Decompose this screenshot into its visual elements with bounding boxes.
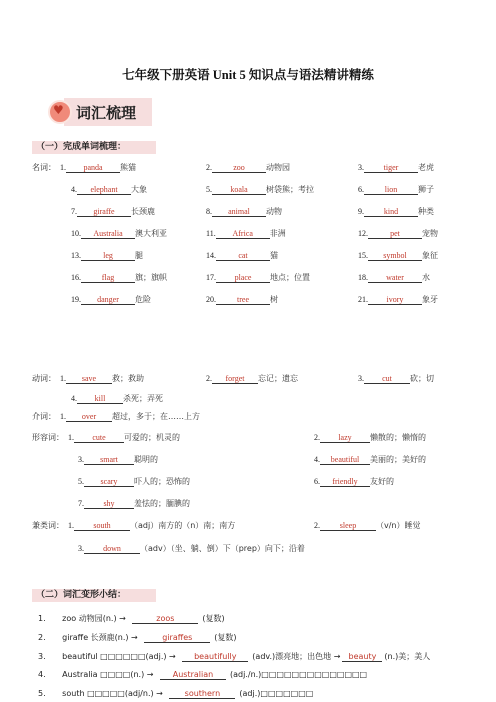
answer-blank[interactable]: beautiful — [320, 455, 370, 465]
item-number: 20. — [206, 295, 216, 304]
item-number: 5. — [206, 185, 212, 194]
answer-blank[interactable]: smart — [84, 455, 134, 465]
item-number: 3. — [78, 544, 84, 553]
answer-blank[interactable]: tree — [216, 295, 270, 305]
item-number: 1. — [68, 521, 74, 530]
item-number: 1. — [68, 433, 74, 442]
form-item — [38, 651, 430, 662]
answer-blank[interactable]: over — [66, 412, 112, 422]
form-suffix: (n.)美；美人 — [384, 652, 431, 661]
form-suffix: (adj.)□□□□□□□ — [239, 689, 314, 698]
form-item — [38, 613, 225, 624]
vocab-item — [206, 228, 286, 239]
item-meaning: 聪明的 — [134, 455, 158, 464]
item-number: 12. — [358, 229, 368, 238]
verbs-label: 动词： — [32, 374, 56, 383]
item-meaning: （adv）（坐、躺、倒）下（prep）向下；沿着 — [140, 544, 305, 553]
item-number: 2. — [314, 521, 320, 530]
adjs-label: 形容词： — [32, 433, 64, 442]
vocab-item — [206, 294, 278, 305]
item-meaning: 种类 — [418, 207, 434, 216]
item-meaning: 宠物 — [422, 229, 438, 238]
item-meaning: 旗；旗帜 — [135, 273, 167, 282]
item-number: 9. — [358, 207, 364, 216]
item-number: 16. — [71, 273, 81, 282]
form-answer-blank[interactable]: beautifully — [182, 652, 248, 662]
form-suffix: (adj./n.)□□□□□□□□□□□□□□ — [230, 670, 368, 679]
vocab-item — [206, 184, 314, 195]
vocab-item — [358, 228, 438, 239]
item-meaning: 长颈鹿 — [131, 207, 155, 216]
answer-blank[interactable]: symbol — [368, 251, 422, 261]
item-meaning: 象征 — [422, 251, 438, 260]
answer-blank[interactable]: south — [74, 521, 130, 531]
vocab-item — [314, 476, 394, 487]
vocab-item — [206, 373, 298, 384]
item-number: 13. — [71, 251, 81, 260]
item-meaning: 非洲 — [269, 229, 286, 238]
item-meaning: （adj）南方的（n）南；南方 — [130, 521, 236, 530]
answer-blank[interactable]: Africa — [216, 229, 270, 239]
item-number: 2. — [206, 374, 212, 383]
item-meaning: 象牙 — [422, 295, 438, 304]
item-number: 3. — [78, 455, 84, 464]
answer-blank[interactable]: cute — [74, 433, 124, 443]
vocab-item — [314, 432, 426, 443]
answer-blank[interactable]: elephant — [77, 185, 131, 195]
vocab-item — [68, 432, 180, 443]
item-number: 4. — [71, 394, 77, 403]
item-number: 19. — [71, 295, 81, 304]
answer-blank[interactable]: flag — [81, 273, 135, 283]
answer-blank[interactable]: Australia — [81, 229, 135, 239]
item-meaning: 熊猫 — [120, 163, 136, 172]
multi-label: 兼类词： — [32, 521, 64, 530]
form-number: 2. — [38, 633, 46, 642]
vocab-item — [358, 373, 434, 384]
form-number: 5. — [38, 689, 46, 698]
form-prefix: giraffe 长颈鹿(n.) → — [59, 633, 141, 642]
answer-blank[interactable]: pet — [368, 229, 422, 239]
vocab-item — [68, 520, 235, 531]
badge-label: 词汇梳理 — [76, 104, 137, 122]
item-meaning: 可爱的；机灵的 — [124, 433, 180, 442]
answer-blank[interactable]: kill — [77, 394, 123, 404]
item-meaning: 澳大利亚 — [135, 229, 167, 238]
item-meaning: （v/n）睡觉 — [376, 521, 421, 530]
form-item — [38, 632, 237, 643]
vocab-item — [206, 206, 282, 217]
item-number: 6. — [314, 477, 320, 486]
item-meaning: 树 — [270, 295, 278, 304]
form-number: 1. — [38, 614, 46, 623]
section-badge — [48, 98, 152, 126]
section2-heading: （二）词汇变形小结： — [32, 589, 156, 602]
answer-blank[interactable]: animal — [212, 207, 266, 217]
item-meaning: 大象 — [131, 185, 147, 194]
item-meaning: 老虎 — [418, 163, 434, 172]
form-answer-blank[interactable]: giraffes — [144, 633, 210, 643]
form-number: 4. — [38, 670, 46, 679]
item-meaning: 羞怯的；腼腆的 — [134, 499, 190, 508]
item-meaning: 懒散的；懒惰的 — [370, 433, 426, 442]
item-meaning: 树袋熊；考拉 — [266, 185, 314, 194]
vocab-item — [71, 294, 151, 305]
item-meaning: 地点；位置 — [270, 273, 310, 282]
item-number: 1. — [60, 163, 66, 172]
answer-blank[interactable]: cat — [216, 251, 270, 261]
item-number: 3. — [358, 374, 364, 383]
item-meaning: 吓人的；恐怖的 — [134, 477, 190, 486]
form-number: 3. — [38, 652, 46, 661]
vocab-item — [206, 272, 310, 283]
answer-blank[interactable]: lazy — [320, 433, 370, 443]
vocab-item — [78, 498, 190, 509]
item-meaning: 超过，多于；在……上方 — [112, 412, 200, 421]
item-meaning: 水 — [422, 273, 430, 282]
item-number: 4. — [71, 185, 77, 194]
item-number: 1. — [60, 374, 66, 383]
item-number: 17. — [206, 273, 216, 282]
vocab-item — [206, 250, 278, 261]
vocab-item — [71, 206, 155, 217]
form-prefix: south □□□□□(adj/n.) → — [59, 689, 166, 698]
form-suffix: (复数) — [202, 614, 225, 623]
item-number: 11. — [206, 229, 216, 238]
vocab-item — [78, 476, 190, 487]
vocab-item — [60, 162, 136, 173]
vocab-item — [78, 543, 305, 554]
answer-blank[interactable]: save — [66, 374, 112, 384]
form-item — [38, 670, 367, 680]
answer-blank[interactable]: cut — [364, 374, 410, 384]
form-prefix: zoo 动物园(n.) → — [59, 614, 129, 623]
item-number: 7. — [78, 499, 84, 508]
vocab-item — [358, 250, 438, 261]
vocab-item — [60, 411, 200, 422]
section1-heading: （一）完成单词梳理： — [32, 141, 156, 154]
answer-blank[interactable]: kind — [364, 207, 418, 217]
vocab-item — [358, 272, 430, 283]
item-meaning: 忘记；遗忘 — [258, 374, 298, 383]
item-meaning: 救；救助 — [112, 374, 144, 383]
answer-blank[interactable]: down — [84, 544, 140, 554]
item-number: 1. — [60, 412, 66, 421]
form-suffix: (复数) — [214, 633, 237, 642]
item-number: 4. — [314, 455, 320, 464]
answer-blank[interactable]: tiger — [364, 163, 418, 173]
preps-label: 介词： — [32, 412, 56, 421]
form-mid: (adv.)漂亮地；出色地 → — [252, 652, 341, 661]
item-number: 5. — [78, 477, 84, 486]
vocab-item — [71, 393, 163, 404]
form-prefix: beautiful □□□□□□(adj.) → — [59, 652, 179, 661]
vocab-item — [78, 454, 158, 465]
vocab-item — [358, 162, 434, 173]
form-answer-blank[interactable]: southern — [169, 689, 235, 699]
item-meaning: 美丽的；美好的 — [370, 455, 426, 464]
item-number: 7. — [71, 207, 77, 216]
item-number: 2. — [314, 433, 320, 442]
item-meaning: 狮子 — [418, 185, 434, 194]
item-number: 15. — [358, 251, 368, 260]
item-number: 10. — [71, 229, 81, 238]
item-meaning: 动物园 — [266, 163, 290, 172]
answer-blank[interactable]: forget — [212, 374, 258, 384]
answer-blank[interactable]: friendly — [320, 477, 370, 487]
item-meaning: 猫 — [270, 251, 278, 260]
answer-blank[interactable]: koala — [212, 185, 266, 195]
heart-icon: ♥ — [53, 103, 64, 117]
item-number: 21. — [358, 295, 368, 304]
answer-blank[interactable]: sleep — [320, 521, 376, 531]
vocab-item — [314, 454, 426, 465]
item-number: 6. — [358, 185, 364, 194]
item-meaning: 友好的 — [370, 477, 394, 486]
answer-blank[interactable]: panda — [66, 163, 120, 173]
nouns-label: 名词： — [32, 163, 56, 172]
vocab-item — [71, 184, 147, 195]
vocab-item — [60, 373, 144, 384]
item-meaning: 杀死；弄死 — [123, 394, 163, 403]
answer-blank[interactable]: zoo — [212, 163, 266, 173]
item-meaning: 危险 — [135, 295, 151, 304]
vocab-item — [206, 162, 290, 173]
answer-blank[interactable]: place — [216, 273, 270, 283]
vocab-item — [358, 294, 438, 305]
form-answer-blank-2[interactable]: beauty — [342, 652, 382, 662]
form-item — [38, 689, 313, 699]
form-prefix: Australia □□□□(n.) → — [59, 670, 156, 679]
answer-blank[interactable]: water — [368, 273, 422, 283]
item-number: 14. — [206, 251, 216, 260]
vocab-item — [71, 272, 167, 283]
answer-blank[interactable]: giraffe — [77, 207, 131, 217]
vocab-item — [358, 206, 434, 217]
item-meaning: 砍；切 — [410, 374, 434, 383]
item-meaning: 动物 — [266, 207, 282, 216]
item-number: 3. — [358, 163, 364, 172]
form-answer-blank[interactable]: Australian — [160, 670, 226, 680]
answer-blank[interactable]: scary — [84, 477, 134, 487]
vocab-item — [71, 228, 167, 239]
answer-blank[interactable]: danger — [81, 295, 135, 305]
item-number: 8. — [206, 207, 212, 216]
answer-blank[interactable]: shy — [84, 499, 134, 509]
item-number: 18. — [358, 273, 368, 282]
item-number: 2. — [206, 163, 212, 172]
vocab-item — [314, 520, 421, 531]
answer-blank[interactable]: ivory — [368, 295, 422, 305]
answer-blank[interactable]: leg — [81, 251, 135, 261]
item-meaning: 腿 — [135, 251, 143, 260]
vocab-item — [71, 250, 143, 261]
form-answer-blank[interactable]: zoos — [132, 614, 198, 624]
answer-blank[interactable]: lion — [364, 185, 418, 195]
vocab-item — [358, 184, 434, 195]
page-title: 七年级下册英语 Unit 5 知识点与语法精讲精练 — [122, 68, 374, 82]
